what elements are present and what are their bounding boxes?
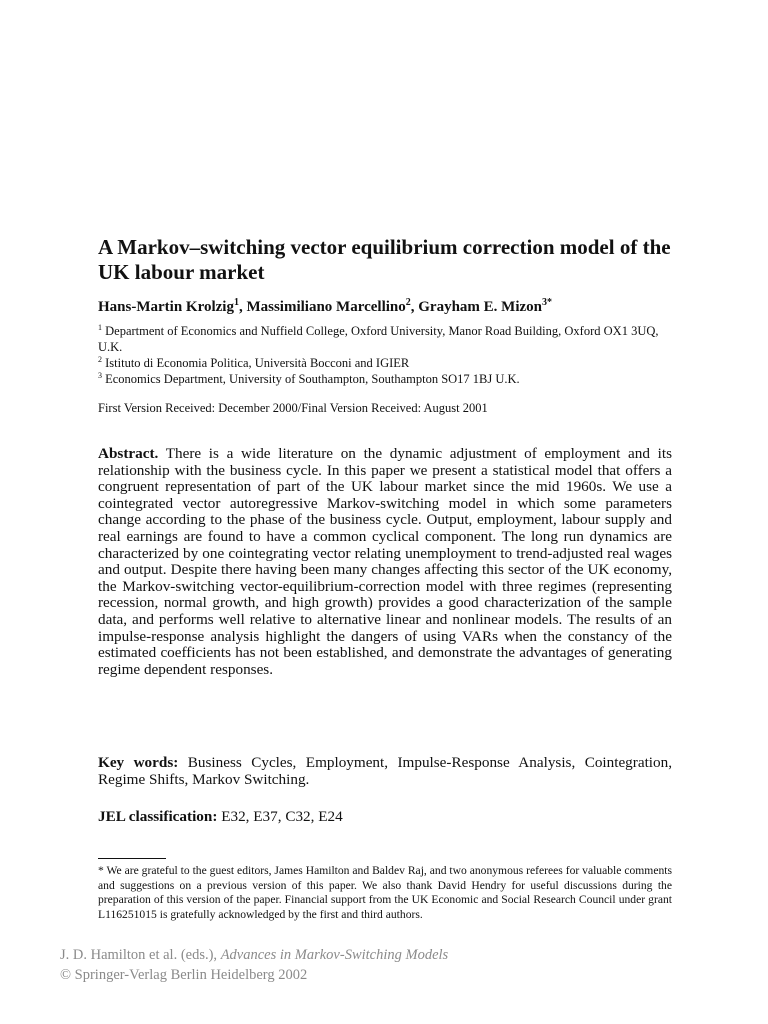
affiliation-item xyxy=(98,355,678,371)
affiliation-mark: 1 xyxy=(98,322,102,332)
abstract-label: Abstract. xyxy=(98,445,159,462)
author-affiliation-mark: 1 xyxy=(233,297,239,308)
affiliations xyxy=(98,323,678,387)
jel-codes: E32, E37, C32, E24 xyxy=(221,808,343,825)
keywords-text: Business Cycles, Employment, Impulse-Response Analysis, Cointegration, Regime Shifts, Markov Switching. xyxy=(98,754,673,788)
author-name: Massimiliano Marcellino xyxy=(246,299,406,315)
keywords-label: Key words: xyxy=(98,754,179,771)
affiliation-text: Economics Department, University of Southampton, Southampton SO17 1BJ U.K. xyxy=(105,372,520,386)
affiliation-mark: 3 xyxy=(98,370,102,380)
affiliation-item xyxy=(98,323,678,355)
publication-info xyxy=(60,945,660,985)
author-name: Grayham E. Mizon xyxy=(418,299,543,315)
footnote: * We are grateful to the guest editors, James Hamilton and Baldev Raj, and two anonymous referees for valuable comments and suggestions on a previous version of this paper. We also thank David Hendry for useful discussions during the preparation of this version of the paper. Financial support from the UK Economic and Social Research Council under grant L116251015 is gratefully acknowledged by the first and third authors. xyxy=(98,864,672,921)
paper-title: A Markov–switching vector equilibrium correction model of the UK labour market xyxy=(98,235,671,284)
affiliation-mark: 2 xyxy=(98,354,102,364)
jel-classification xyxy=(98,808,672,825)
affiliation-text: Istituto di Economia Politica, Università Bocconi and IGIER xyxy=(105,356,410,370)
book-citation xyxy=(60,945,660,965)
jel-label: JEL classification: xyxy=(98,808,218,825)
book-title: Advances in Markov-Switching Models xyxy=(220,947,449,963)
received-dates: First Version Received: December 2000/Final Version Received: August 2001 xyxy=(98,401,488,415)
abstract xyxy=(98,446,672,678)
affiliation-text: Department of Economics and Nuffield College, Oxford University, Manor Road Building, Oxford OX1 3UQ, U.K. xyxy=(98,324,659,354)
abstract-text: There is a wide literature on the dynamic adjustment of employment and its relationship with the business cycle. In this paper we present a statistical model that offers a congruent representation of part of the UK labour market since the mid 1960s. We use a cointegrated vector autoregressive Markov-switching model in which some parameters change according to the phase of the business cycle. Output, employment, labour supply and real earnings are found to have a common cyclical component. The long run dynamics are characterized by one cointegrating vector relating unemployment to trend-adjusted real wages and output. Despite there having been many changes affecting this sector of the UK economy, the Markov-switching vector-equilibrium-correction model with three regimes (representing recession, normal growth, and high growth) provides a good characterization of the sample data, and performs well relative to alternative linear and nonlinear models. The results of an impulse-response analysis highlight the dangers of using VARs when the constancy of the estimated coefficients has not been established, and demonstrate the advantages of generating regime dependent responses. xyxy=(98,445,672,678)
author-affiliation-mark: 2 xyxy=(405,297,411,308)
keywords xyxy=(98,754,672,788)
footnote-divider xyxy=(98,858,166,859)
copyright-notice: © Springer-Verlag Berlin Heidelberg 2002 xyxy=(60,967,308,983)
affiliation-item xyxy=(98,371,678,387)
author-name: Hans-Martin Krolzig xyxy=(98,299,234,315)
author-list: Hans-Martin Krolzig$^1$, Massimiliano Marcellino$^2$, Grayham E. Mizon$^{3*}$ xyxy=(98,297,553,315)
author-affiliation-mark: 3* xyxy=(542,297,553,308)
book-editors: J. D. Hamilton et al. (eds.), xyxy=(60,947,218,963)
